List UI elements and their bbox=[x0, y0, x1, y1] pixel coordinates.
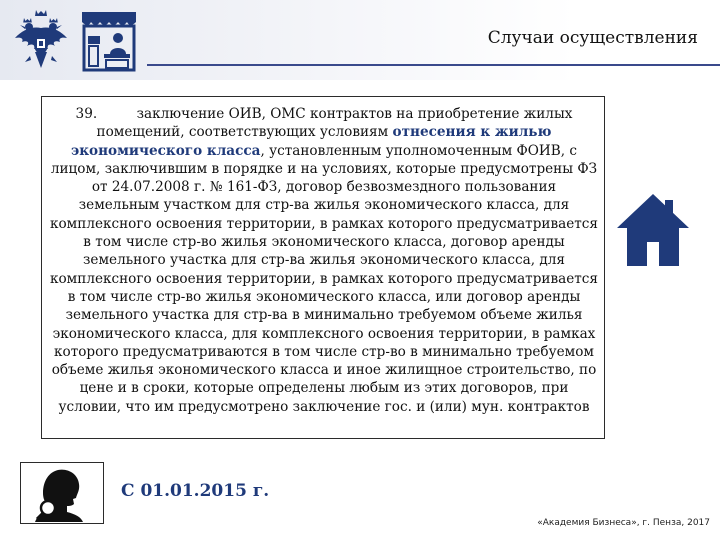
footer-credit: «Академия Бизнеса», г. Пенза, 2017 bbox=[537, 518, 710, 528]
person-profile-magnifier-icon bbox=[28, 466, 98, 522]
content-box bbox=[41, 96, 605, 439]
service-kiosk-icon bbox=[80, 8, 138, 72]
page-title: Случаи осуществления bbox=[487, 28, 698, 48]
text-after-highlight: , установленным уполномоченным ФОИВ, с лицом, заключившим в порядке и на условиях, которые предусмотрены ФЗ от 24.07.2008 г. № 161-ФЗ, договор безвозмездного пользования земельным участком для стр-ва жилья экономического класса, для комплексного освоения территории, в рамках которого предусматривается в том числе стр-во жилья экономического класса, договор аренды земельного участка для стр-ва жилья экономического класса, для комплексного освоения территории, в рамках которого предусматривается в том числе стр-во жилья экономического класса, или договор аренды земельного участка для стр-ва в минимально требуемом объеме жилья экономического класса, для комплексного освоения территории, в рамках которого предусматриваются в том числе стр-во в минимально требуемом объеме жилья экономического класса и иное жилищное строительство, по цене и в сроки, которые определены любым из этих договоров, при условии, что им предусмотрено заключение гос. и (или) мун. контрактов bbox=[50, 142, 598, 415]
highlighted-term: отнесения к жилью экономического класса bbox=[70, 124, 552, 159]
house-icon bbox=[613, 190, 693, 270]
header-divider bbox=[147, 64, 720, 66]
double-headed-eagle-icon bbox=[12, 8, 70, 72]
item-number: 39. bbox=[75, 106, 98, 122]
avatar-box bbox=[20, 462, 104, 524]
effective-date-label: С 01.01.2015 г. bbox=[121, 481, 270, 501]
content-paragraph bbox=[50, 105, 598, 416]
text-before-highlight: заключение ОИВ, ОМС контрактов на приобретение жилых помещений, соответствующих условиям bbox=[96, 106, 573, 141]
